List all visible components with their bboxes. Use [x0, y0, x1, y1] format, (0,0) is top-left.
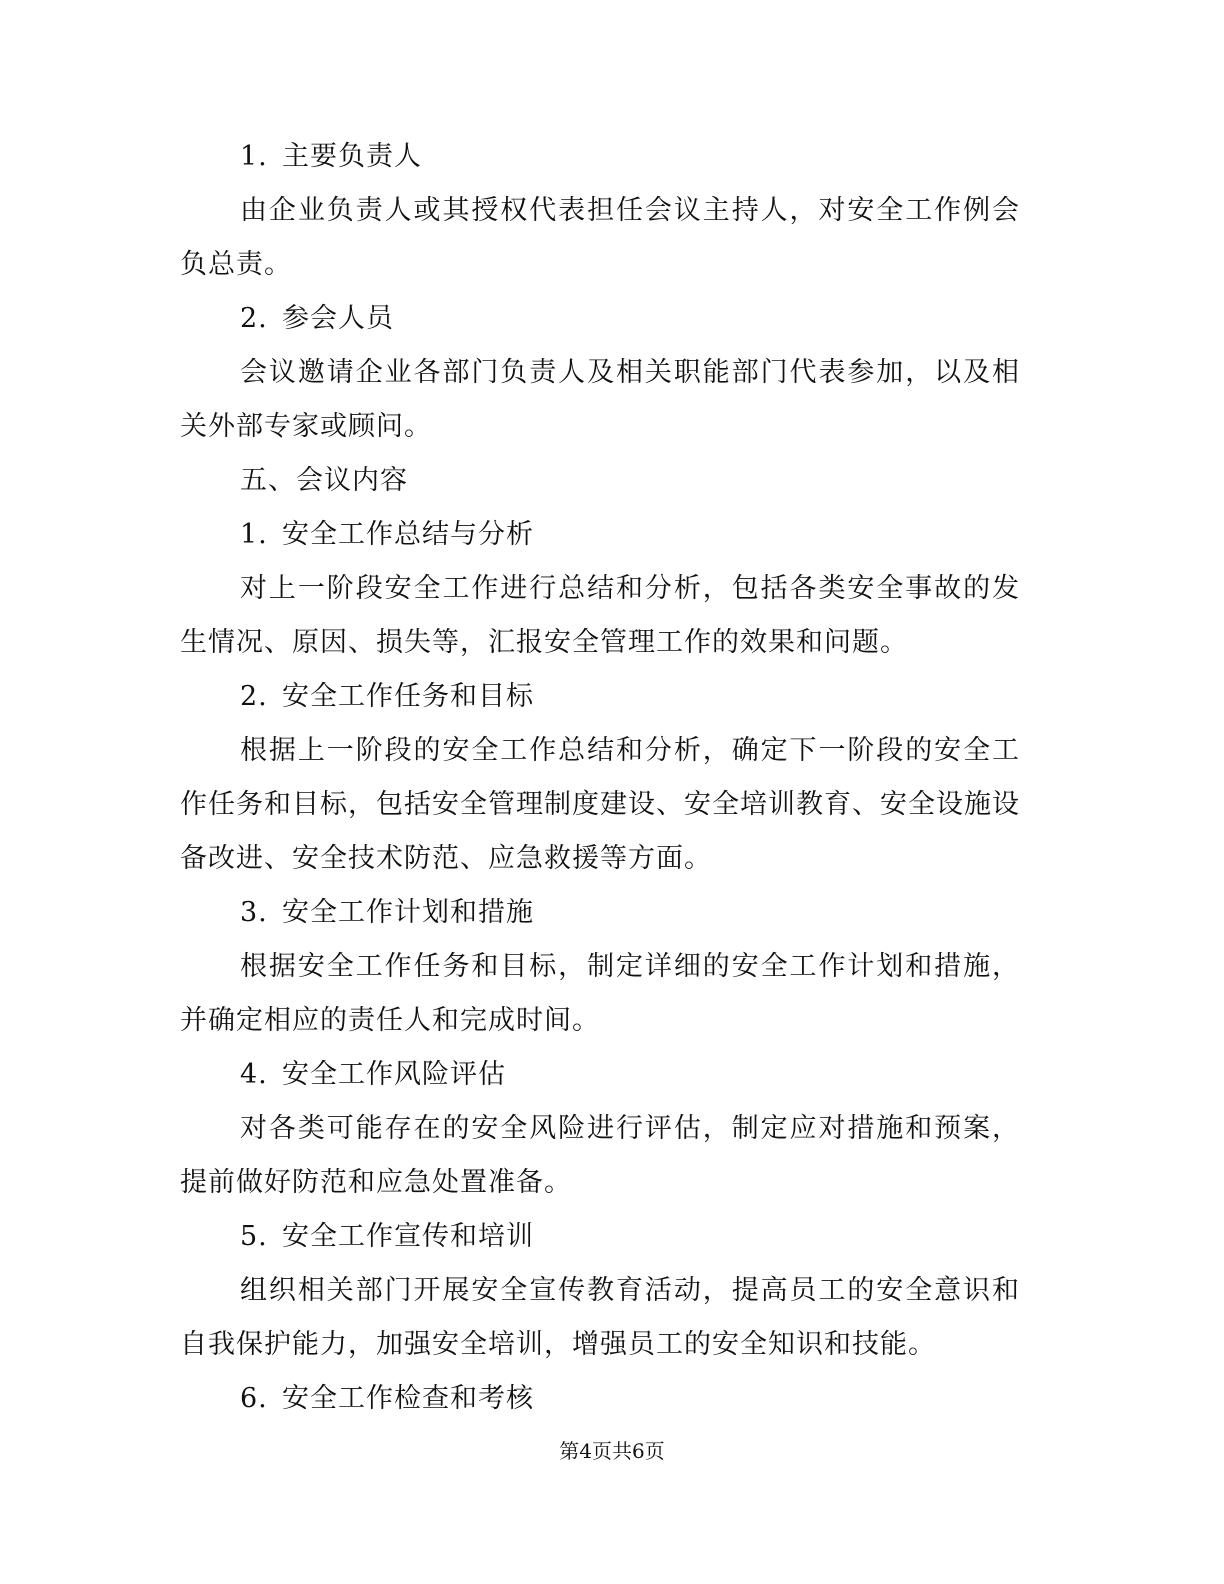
- section-heading: [180, 886, 1020, 940]
- section-heading: [180, 1372, 1020, 1426]
- paragraph: 根据上一阶段的安全工作总结和分析，确定下一阶段的安全工作任务和目标，包括安全管理制度建设、安全培训教育、安全设施设备改进、安全技术防范、应急救援等方面。: [180, 735, 1020, 874]
- paragraph: 根据安全工作任务和目标，制定详细的安全工作计划和措施，并确定相应的责任人和完成时间。: [180, 951, 1020, 1036]
- section-heading: [180, 130, 1020, 184]
- section-heading: [180, 1210, 1020, 1264]
- heading-text: 安全工作宣传和培训: [282, 1221, 534, 1252]
- heading-number: 2.: [240, 303, 268, 334]
- section-heading: [180, 292, 1020, 346]
- heading-number: 2.: [240, 681, 268, 712]
- chapter-heading: [180, 454, 1020, 508]
- paragraph: 由企业负责人或其授权代表担任会议主持人，对安全工作例会负总责。: [180, 195, 1020, 280]
- paragraph: 对各类可能存在的安全风险进行评估，制定应对措施和预案，提前做好防范和应急处置准备。: [180, 1113, 1020, 1198]
- paragraph: 组织相关部门开展安全宣传教育活动，提高员工的安全意识和自我保护能力，加强安全培训，增强员工的安全知识和技能。: [180, 1275, 1020, 1360]
- heading-number: 3.: [240, 897, 268, 928]
- paragraph: 会议邀请企业各部门负责人及相关职能部门代表参加，以及相关外部专家或顾问。: [180, 357, 1020, 442]
- heading-text: 安全工作风险评估: [282, 1059, 506, 1090]
- heading-text: 参会人员: [282, 303, 394, 334]
- section-heading: [180, 508, 1020, 562]
- section-heading: [180, 1048, 1020, 1102]
- heading-text: 安全工作任务和目标: [282, 681, 534, 712]
- section-heading: [180, 670, 1020, 724]
- heading-text: 五、会议内容: [240, 465, 408, 496]
- heading-number: 1.: [240, 141, 268, 172]
- heading-number: 5.: [240, 1221, 268, 1252]
- document-body: [180, 130, 1020, 1426]
- heading-number: 1.: [240, 519, 268, 550]
- heading-text: 安全工作计划和措施: [282, 897, 534, 928]
- heading-number: 4.: [240, 1059, 268, 1090]
- heading-text: 安全工作检查和考核: [282, 1383, 534, 1414]
- heading-text: 主要负责人: [282, 141, 422, 172]
- page-number-footer: 第4页共6页: [559, 1439, 665, 1463]
- paragraph: 对上一阶段安全工作进行总结和分析，包括各类安全事故的发生情况、原因、损失等，汇报安全管理工作的效果和问题。: [180, 573, 1020, 658]
- heading-text: 安全工作总结与分析: [282, 519, 534, 550]
- heading-number: 6.: [240, 1383, 268, 1414]
